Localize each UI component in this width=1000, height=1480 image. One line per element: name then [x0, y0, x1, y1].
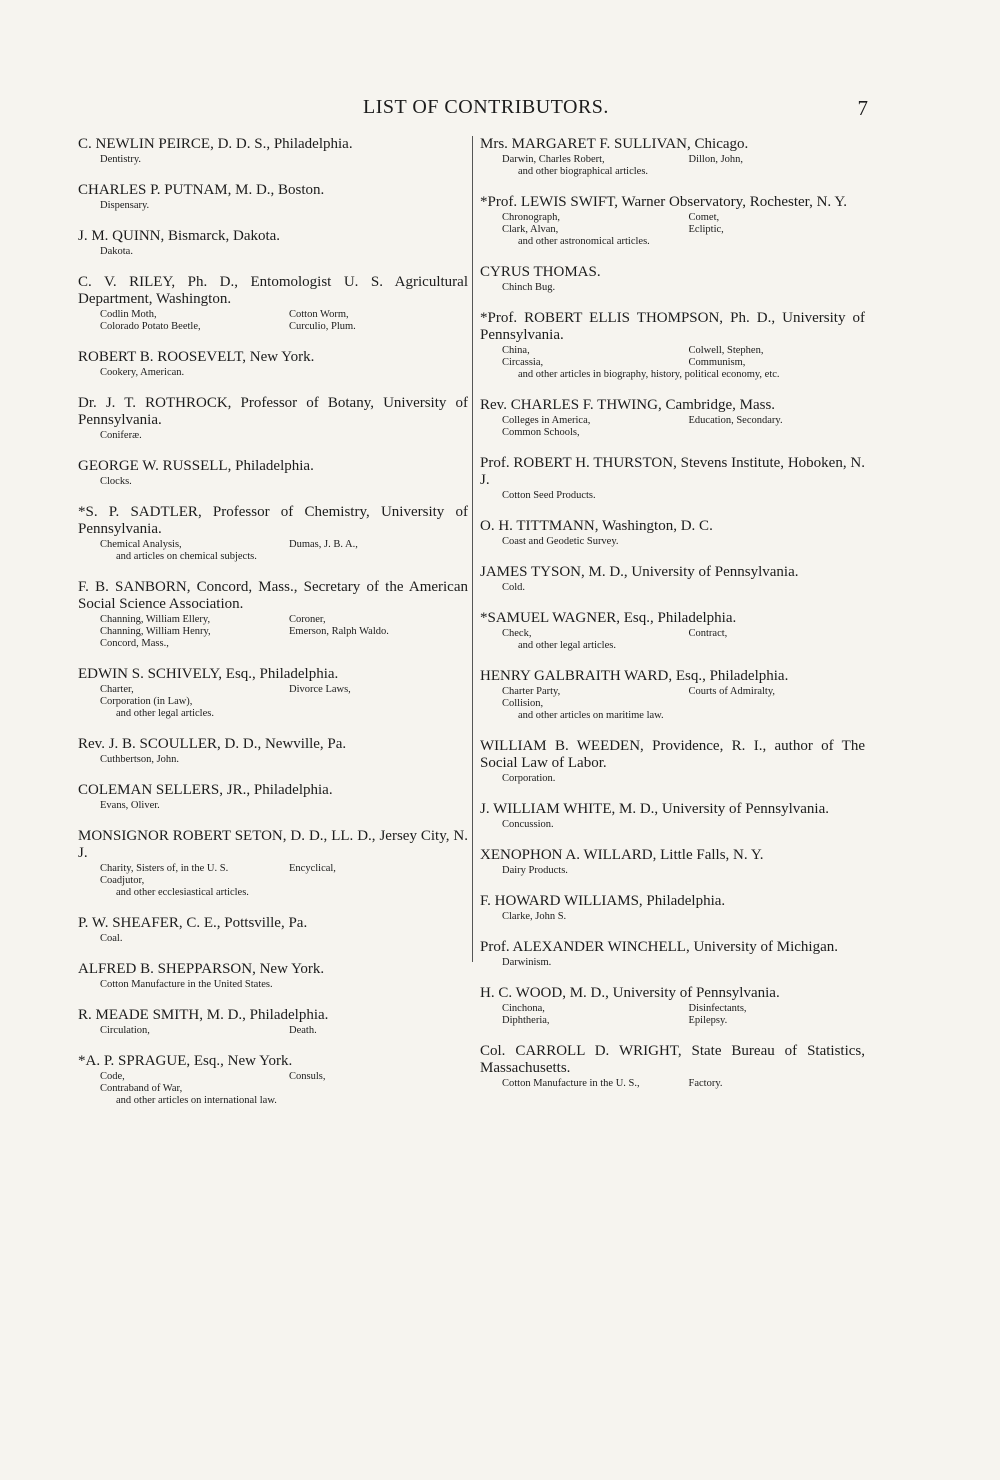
topic-item: Check,: [502, 628, 532, 639]
contributor-name: J. M. QUINN, Bismarck, Dakota.: [78, 228, 281, 244]
contributor-entry: [78, 736, 468, 766]
topic-item: [289, 696, 468, 708]
contributor-name: *S. P. SADTLER, Professor of Chemistry, University of Pennsylvania.: [78, 504, 468, 537]
topic-item: Coroner,: [289, 614, 326, 625]
topic-item: Dakota.: [100, 246, 133, 257]
topic-item: Comet,: [688, 212, 720, 223]
page-number: 7: [857, 96, 868, 120]
topic-item: Colleges in America,: [502, 415, 591, 426]
topic-item: Concussion.: [502, 819, 554, 830]
contributor-name: ROBERT B. ROOSEVELT, New York.: [78, 349, 315, 365]
contributor-topics: [480, 345, 865, 381]
contributor-topics: [78, 539, 468, 563]
left-column: [78, 136, 468, 1123]
topic-item: Channing, William Ellery,: [100, 614, 211, 625]
contributor-entry: [480, 893, 865, 923]
topic-item: Disinfectants,: [688, 1003, 747, 1014]
topic-item: Dentistry.: [100, 154, 142, 165]
contributor-topics: [78, 863, 468, 899]
topic-item: Colorado Potato Beetle,: [100, 321, 201, 332]
topic-item: Channing, William Henry,: [100, 626, 211, 637]
contributor-name: C. V. RILEY, Ph. D., Entomologist U. S. Agricultural Department, Washington.: [78, 274, 468, 307]
topic-item: Chinch Bug.: [502, 282, 556, 293]
contributor-topics: [480, 415, 865, 439]
topic-item: Chemical Analysis,: [100, 539, 182, 550]
right-column: [480, 136, 865, 1106]
topic-item: Cotton Manufacture in the United States.: [100, 979, 273, 990]
contributor-topics: [480, 628, 865, 652]
contributor-entry: [78, 395, 468, 442]
topic-item: Communism,: [688, 357, 746, 368]
topic-item: Death.: [289, 1025, 317, 1036]
topic-item: Contraband of War,: [100, 1083, 183, 1094]
topic-item: [289, 1083, 468, 1095]
contributor-name: *Prof. ROBERT ELLIS THOMPSON, Ph. D., University of Pennsylvania.: [480, 310, 865, 343]
contributor-name: GEORGE W. RUSSELL, Philadelphia.: [78, 458, 314, 474]
contributor-topics: [480, 686, 865, 722]
contributor-entry: [480, 310, 865, 381]
topic-item: Cotton Manufacture in the U. S.,: [502, 1078, 640, 1089]
contributor-entry: [480, 668, 865, 722]
contributor-topics: [78, 367, 468, 379]
topic-item: Corporation.: [502, 773, 556, 784]
topic-item: Dumas, J. B. A.,: [289, 539, 358, 550]
contributor-name: Col. CARROLL D. WRIGHT, State Bureau of Statistics, Massachusetts.: [480, 1043, 865, 1076]
contributor-name: XENOPHON A. WILLARD, Little Falls, N. Y.: [480, 847, 764, 863]
topic-item: Charter,: [100, 684, 134, 695]
contributor-entry: [480, 985, 865, 1027]
topic-item: Coast and Geodetic Survey.: [502, 536, 619, 547]
topic-item: Contract,: [688, 628, 728, 639]
contributor-topics: [480, 536, 865, 548]
topic-item: [689, 698, 866, 710]
contributor-name: F. HOWARD WILLIAMS, Philadelphia.: [480, 893, 726, 909]
topic-note: and articles on chemical subjects.: [116, 551, 257, 562]
topic-item: China,: [502, 345, 530, 356]
topic-item: Dairy Products.: [502, 865, 568, 876]
topic-item: Clark, Alvan,: [502, 224, 559, 235]
topic-item: [289, 875, 468, 887]
topic-note: and other ecclesiastical articles.: [116, 887, 249, 898]
topic-item: Corporation (in Law),: [100, 696, 193, 707]
contributor-name: MONSIGNOR ROBERT SETON, D. D., LL. D., Jersey City, N. J.: [78, 828, 468, 861]
contributor-name: CHARLES P. PUTNAM, M. D., Boston.: [78, 182, 325, 198]
topic-item: Code,: [100, 1071, 125, 1082]
contributor-name: H. C. WOOD, M. D., University of Pennsylvania.: [480, 985, 780, 1001]
contributor-name: JAMES TYSON, M. D., University of Pennsylvania.: [480, 564, 799, 580]
topic-note: and other articles on international law.: [116, 1095, 277, 1106]
contributor-name: HENRY GALBRAITH WARD, Esq., Philadelphia.: [480, 668, 789, 684]
contributor-topics: [78, 1025, 468, 1037]
column-divider: [472, 136, 473, 962]
contributor-topics: [480, 773, 865, 785]
contributor-entry: [480, 564, 865, 594]
contributor-topics: [480, 582, 865, 594]
contributor-topics: [78, 476, 468, 488]
contributor-topics: [78, 1071, 468, 1107]
contributor-entry: [480, 738, 865, 785]
contributor-entry: [78, 828, 468, 899]
contributor-entry: [480, 610, 865, 652]
topic-item: [289, 638, 468, 650]
contributor-entry: [480, 939, 865, 969]
contributor-name: Rev. J. B. SCOULLER, D. D., Newville, Pa.: [78, 736, 347, 752]
contributor-name: COLEMAN SELLERS, JR., Philadelphia.: [78, 782, 333, 798]
topic-item: Cuthbertson, John.: [100, 754, 180, 765]
topic-item: Darwin, Charles Robert,: [502, 154, 605, 165]
contributor-name: EDWIN S. SCHIVELY, Esq., Philadelphia.: [78, 666, 339, 682]
topic-item: Emerson, Ralph Waldo.: [289, 626, 389, 637]
topic-note: and other articles in biography, history, political economy, etc.: [518, 369, 780, 380]
contributor-entry: [480, 194, 865, 248]
topic-item: Clocks.: [100, 476, 132, 487]
contributor-topics: [480, 282, 865, 294]
topic-item: Cotton Worm,: [289, 309, 349, 320]
contributor-topics: [78, 430, 468, 442]
contributor-entry: [78, 228, 468, 258]
page-title: LIST OF CONTRIBUTORS.: [363, 96, 609, 118]
contributor-topics: [78, 933, 468, 945]
contributor-entry: [480, 847, 865, 877]
page-header: [78, 96, 868, 126]
contributor-topics: [480, 819, 865, 831]
contributor-topics: [480, 1003, 865, 1027]
contributor-entry: [78, 961, 468, 991]
contributor-entry: [78, 1007, 468, 1037]
contributor-entry: [78, 349, 468, 379]
contributor-name: *A. P. SPRAGUE, Esq., New York.: [78, 1053, 293, 1069]
contributor-entry: [78, 1053, 468, 1107]
contributor-name: R. MEADE SMITH, M. D., Philadelphia.: [78, 1007, 329, 1023]
contributor-name: J. WILLIAM WHITE, M. D., University of Pennsylvania.: [480, 801, 829, 817]
contributor-topics: [78, 684, 468, 720]
contributor-topics: [78, 754, 468, 766]
contributor-topics: [78, 800, 468, 812]
topic-item: Circassia,: [502, 357, 544, 368]
contributor-entry: [480, 455, 865, 502]
topic-note: and other legal articles.: [518, 640, 616, 651]
topic-item: Coadjutor,: [100, 875, 145, 886]
topic-item: Darwinism.: [502, 957, 552, 968]
topic-item: Coal.: [100, 933, 123, 944]
topic-item: Collision,: [502, 698, 544, 709]
topic-item: Common Schools,: [502, 427, 580, 438]
topic-item: Circulation,: [100, 1025, 150, 1036]
contributor-name: O. H. TITTMANN, Washington, D. C.: [480, 518, 713, 534]
contributor-name: C. NEWLIN PEIRCE, D. D. S., Philadelphia.: [78, 136, 353, 152]
topic-item: Epilepsy.: [688, 1015, 728, 1026]
topic-note: and other astronomical articles.: [518, 236, 650, 247]
contributor-name: WILLIAM B. WEEDEN, Providence, R. I., author of The Social Law of Labor.: [480, 738, 865, 771]
contributor-name: Prof. ROBERT H. THURSTON, Stevens Institute, Hoboken, N. J.: [480, 455, 865, 488]
contributor-entry: [480, 397, 865, 439]
topic-item: Dillon, John,: [688, 154, 744, 165]
contributor-topics: [480, 911, 865, 923]
contributor-topics: [78, 200, 468, 212]
topic-item: Divorce Laws,: [289, 684, 351, 695]
topic-item: Colwell, Stephen,: [688, 345, 764, 356]
contributor-topics: [78, 246, 468, 258]
topic-item: Dispensary.: [100, 200, 150, 211]
contributor-entry: [78, 782, 468, 812]
topic-item: Cold.: [502, 582, 526, 593]
topic-item: Curculio, Plum.: [289, 321, 356, 332]
topic-item: Factory.: [688, 1078, 723, 1089]
topic-item: Courts of Admiralty,: [688, 686, 776, 697]
contributor-name: *SAMUEL WAGNER, Esq., Philadelphia.: [480, 610, 737, 626]
topic-note: and other biographical articles.: [518, 166, 649, 177]
topic-note: and other legal articles.: [116, 708, 214, 719]
topic-item: [689, 427, 866, 439]
contributor-topics: [480, 212, 865, 248]
topic-item: Cinchona,: [502, 1003, 545, 1014]
contributor-entry: [480, 801, 865, 831]
contributor-name: F. B. SANBORN, Concord, Mass., Secretary of the American Social Science Association.: [78, 579, 468, 612]
topic-item: Chronograph,: [502, 212, 561, 223]
topic-item: Codlin Moth,: [100, 309, 157, 320]
topic-item: Diphtheria,: [502, 1015, 550, 1026]
contributor-name: Mrs. MARGARET F. SULLIVAN, Chicago.: [480, 136, 749, 152]
contributor-entry: [480, 136, 865, 178]
contributor-topics: [480, 957, 865, 969]
topic-item: Cookery, American.: [100, 367, 185, 378]
contributor-name: Rev. CHARLES F. THWING, Cambridge, Mass.: [480, 397, 776, 413]
contributor-name: *Prof. LEWIS SWIFT, Warner Observatory, Rochester, N. Y.: [480, 194, 848, 210]
contributor-topics: [78, 979, 468, 991]
contributor-name: CYRUS THOMAS.: [480, 264, 601, 280]
contributor-entry: [480, 1043, 865, 1090]
topic-item: Clarke, John S.: [502, 911, 567, 922]
contributor-name: P. W. SHEAFER, C. E., Pottsville, Pa.: [78, 915, 308, 931]
topic-item: Coniferæ.: [100, 430, 142, 441]
contributor-name: Dr. J. T. ROTHROCK, Professor of Botany, University of Pennsylvania.: [78, 395, 468, 428]
contributor-entry: [78, 182, 468, 212]
topic-note: and other articles on maritime law.: [518, 710, 664, 721]
contributor-topics: [78, 614, 468, 650]
topic-item: Charter Party,: [502, 686, 561, 697]
topic-item: Encyclical,: [289, 863, 336, 874]
contributor-entry: [78, 579, 468, 650]
topic-item: Concord, Mass.,: [100, 638, 169, 649]
contributor-entry: [78, 915, 468, 945]
contributor-entry: [480, 518, 865, 548]
contributor-entry: [78, 504, 468, 563]
contributor-name: Prof. ALEXANDER WINCHELL, University of Michigan.: [480, 939, 839, 955]
contributor-topics: [480, 154, 865, 178]
contributor-topics: [480, 1078, 865, 1090]
contributor-entry: [78, 136, 468, 166]
topic-item: Charity, Sisters of, in the U. S.: [100, 863, 229, 874]
topic-item: Evans, Oliver.: [100, 800, 160, 811]
topic-item: Cotton Seed Products.: [502, 490, 596, 501]
topic-item: Ecliptic,: [688, 224, 724, 235]
contributor-entry: [78, 458, 468, 488]
contributor-entry: [78, 666, 468, 720]
topic-item: Consuls,: [289, 1071, 326, 1082]
contributor-topics: [480, 490, 865, 502]
topic-item: Education, Secondary.: [688, 415, 783, 426]
contributor-entry: [480, 264, 865, 294]
contributor-topics: [78, 309, 468, 333]
contributor-topics: [78, 154, 468, 166]
contributor-entry: [78, 274, 468, 333]
contributor-topics: [480, 865, 865, 877]
contributor-name: ALFRED B. SHEPPARSON, New York.: [78, 961, 325, 977]
